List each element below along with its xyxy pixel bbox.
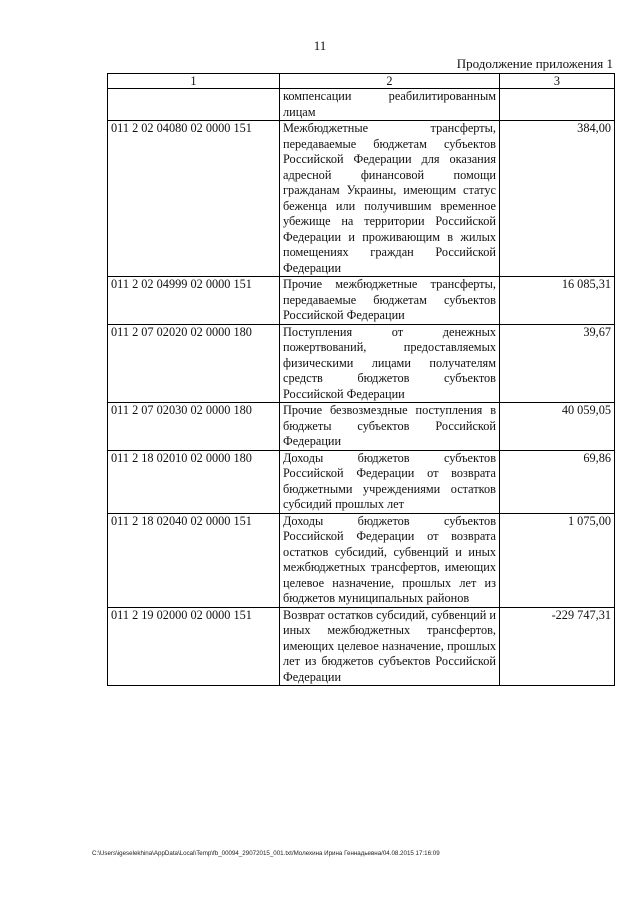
budget-revenue-table: [107, 73, 615, 686]
row-amount: 384,00: [500, 121, 615, 277]
table-row: [108, 121, 615, 277]
row-code: 011 2 07 02030 02 0000 180: [108, 403, 280, 451]
table-row: [108, 324, 615, 403]
table-row: [108, 89, 615, 121]
row-amount: 1 075,00: [500, 513, 615, 607]
table-row: [108, 277, 615, 325]
row-amount: 40 059,05: [500, 403, 615, 451]
appendix-continuation-label: Продолжение приложения 1: [456, 56, 613, 71]
column-header-name: 2: [280, 74, 500, 89]
row-name: Поступления от денежных пожертвований, предоставляемых физическими лицами получателям средств бюджетов субъектов Российской Федерации: [280, 324, 500, 403]
row-amount: -229 747,31: [500, 607, 615, 686]
row-code: 011 2 18 02010 02 0000 180: [108, 450, 280, 513]
table-row: [108, 513, 615, 607]
row-name: Возврат остатков субсидий, субвенций и иных межбюджетных трансфертов, имеющих целевое назначение, прошлых лет из бюджетов субъектов Российской Федерации: [280, 607, 500, 686]
row-name: Доходы бюджетов субъектов Российской Федерации от возврата бюджетными учреждениями остатков субсидий прошлых лет: [280, 450, 500, 513]
row-name: Межбюджетные трансферты, передаваемые бюджетам субъектов Российской Федерации для оказания адресной финансовой помощи гражданам Украины, имеющим статус беженца или получившим временное убежище на территории Российской Федерации и проживающим в жилых помещениях граждан Российской Федерации: [280, 121, 500, 277]
row-code: 011 2 02 04080 02 0000 151: [108, 121, 280, 277]
row-code: 011 2 18 02040 02 0000 151: [108, 513, 280, 607]
row-amount: 16 085,31: [500, 277, 615, 325]
row-code: 011 2 02 04999 02 0000 151: [108, 277, 280, 325]
page-number: 11: [313, 38, 327, 53]
row-amount: [500, 89, 615, 121]
row-code: [108, 89, 280, 121]
column-header-code: 1: [108, 74, 280, 89]
table-header-row: [108, 74, 615, 89]
table-row: [108, 450, 615, 513]
column-header-amount: 3: [500, 74, 615, 89]
row-name: компенсации реабилитированным лицам: [280, 89, 500, 121]
table-row: [108, 403, 615, 451]
document-footer-path: C:\Users\igeselekhina\AppData\Local\Temp\fb_00094_29072015_001.txt/Молехина Ирина Геннадьевна/04.08.2015 17:16:09: [92, 850, 440, 857]
row-name: Прочие межбюджетные трансферты, передаваемые бюджетам субъектов Российской Федерации: [280, 277, 500, 325]
row-amount: 39,67: [500, 324, 615, 403]
row-code: 011 2 07 02020 02 0000 180: [108, 324, 280, 403]
row-name: Прочие безвозмездные поступления в бюджеты субъектов Российской Федерации: [280, 403, 500, 451]
row-amount: 69,86: [500, 450, 615, 513]
row-code: 011 2 19 02000 02 0000 151: [108, 607, 280, 686]
table-row: [108, 607, 615, 686]
row-name: Доходы бюджетов субъектов Российской Федерации от возврата остатков субсидий, субвенций и иных межбюджетных трансфертов, имеющих целевое назначение, прошлых лет из бюджетов муниципальных районов: [280, 513, 500, 607]
